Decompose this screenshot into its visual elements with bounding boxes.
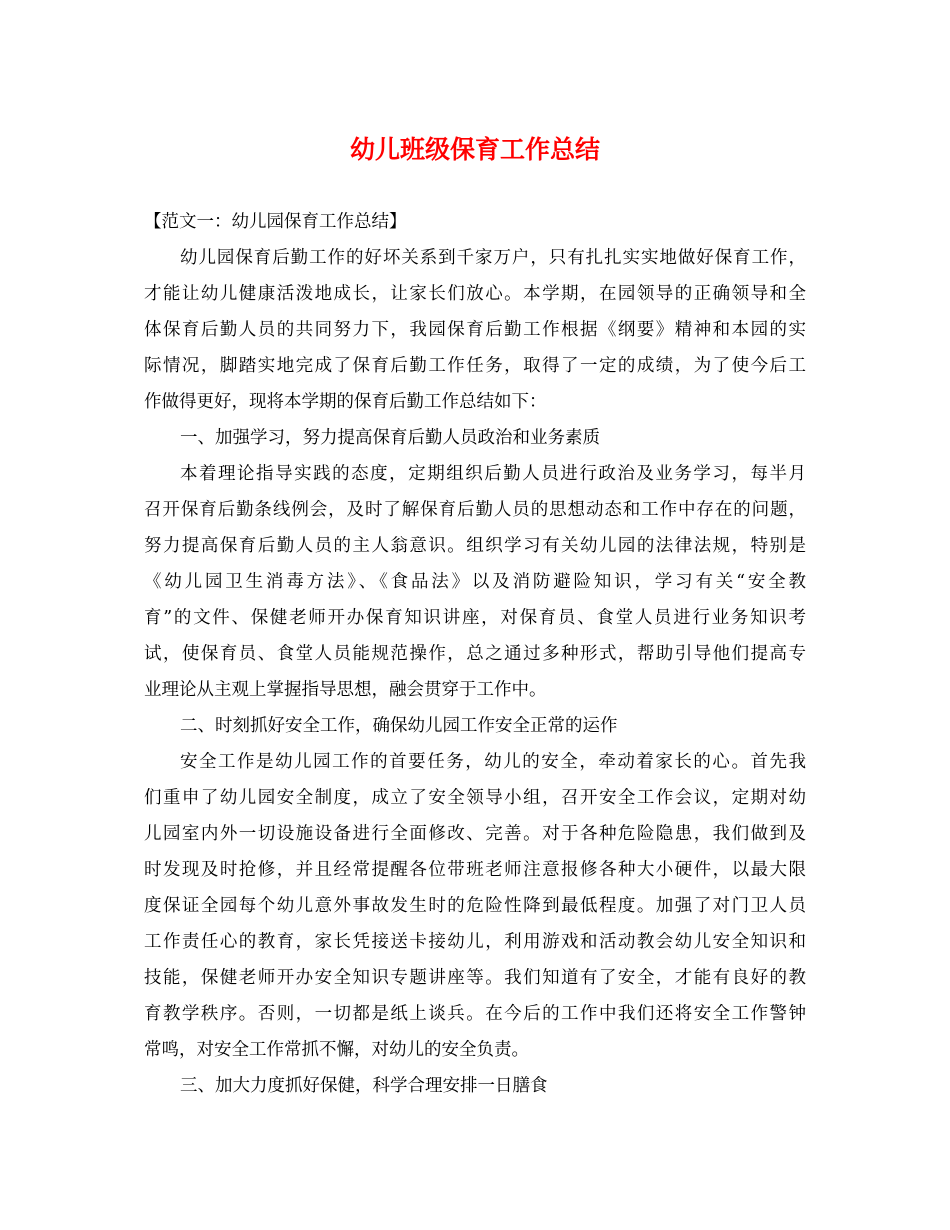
paragraph-line: 业理论从主观上掌握指导思想，融会贯穿于工作中。 bbox=[144, 680, 547, 700]
paragraph-line: 育”的文件、保健老师开办保育知识讲座，对保育员、食堂人员进行业务知识考 bbox=[144, 608, 806, 628]
section-heading: 二、时刻抓好安全工作，确保幼儿园工作安全正常的运作 bbox=[180, 716, 618, 736]
paragraph-line: 儿园室内外一切设施设备进行全面修改、完善。对于各种危险隐患，我们做到及 bbox=[144, 824, 806, 844]
paragraph-line: 度保证全园每个幼儿意外事故发生时的危险性降到最低程度。加强了对门卫人员 bbox=[144, 896, 806, 916]
paragraph-line: 作做得更好，现将本学期的保育后勤工作总结如下： bbox=[144, 392, 547, 412]
paragraph-line: 体保育后勤人员的共同努力下，我园保育后勤工作根据《纲要》精神和本园的实 bbox=[144, 320, 806, 340]
paragraph-line: 才能让幼儿健康活泼地成长，让家长们放心。本学期，在园领导的正确领导和全 bbox=[144, 284, 806, 304]
paragraph-line: 常鸣，对安全工作常抓不懈，对幼儿的安全负责。 bbox=[144, 1040, 529, 1060]
paragraph-line: 安全工作是幼儿园工作的首要任务，幼儿的安全，牵动着家长的心。首先我 bbox=[180, 752, 806, 772]
paragraph-line: 时发现及时抢修，并且经常提醒各位带班老师注意报修各种大小硬件，以最大限 bbox=[144, 860, 806, 880]
document-title: 幼儿班级保育工作总结 bbox=[349, 135, 600, 164]
paragraph-line: 技能，保健老师开办安全知识专题讲座等。我们知道有了安全，才能有良好的教 bbox=[144, 968, 806, 988]
paragraph-line: 幼儿园保育后勤工作的好坏关系到千家万户，只有扎扎实实地做好保育工作， bbox=[180, 248, 806, 268]
paragraph-line: 《幼儿园卫生消毒方法》、《食品法》以及消防避险知识，学习有关“安全教 bbox=[144, 572, 806, 592]
paragraph-line: 努力提高保育后勤人员的主人翁意识。组织学习有关幼儿园的法律法规，特别是 bbox=[144, 536, 806, 556]
paragraph-line: 试，使保育员、食堂人员能规范操作，总之通过多种形式，帮助引导他们提高专 bbox=[144, 644, 806, 664]
paragraph-line: 际情况，脚踏实地完成了保育后勤工作任务，取得了一定的成绩，为了使今后工 bbox=[144, 356, 806, 376]
paragraph-line: 本着理论指导实践的态度，定期组织后勤人员进行政治及业务学习，每半月 bbox=[180, 464, 806, 484]
paragraph-line: 育教学秩序。否则，一切都是纸上谈兵。在今后的工作中我们还将安全工作警钟 bbox=[144, 1004, 806, 1024]
section-heading: 三、加大力度抓好保健，科学合理安排一日膳食 bbox=[180, 1076, 548, 1096]
sample-label: 【范文一：幼儿园保育工作总结】 bbox=[144, 212, 407, 232]
paragraph-line: 工作责任心的教育，家长凭接送卡接幼儿，利用游戏和活动教会幼儿安全知识和 bbox=[144, 932, 806, 952]
paragraph-line: 召开保育后勤条线例会，及时了解保育后勤人员的思想动态和工作中存在的问题， bbox=[144, 500, 806, 520]
paragraph-line: 们重申了幼儿园安全制度，成立了安全领导小组，召开安全工作会议，定期对幼 bbox=[144, 788, 806, 808]
section-heading: 一、加强学习，努力提高保育后勤人员政治和业务素质 bbox=[180, 428, 600, 448]
